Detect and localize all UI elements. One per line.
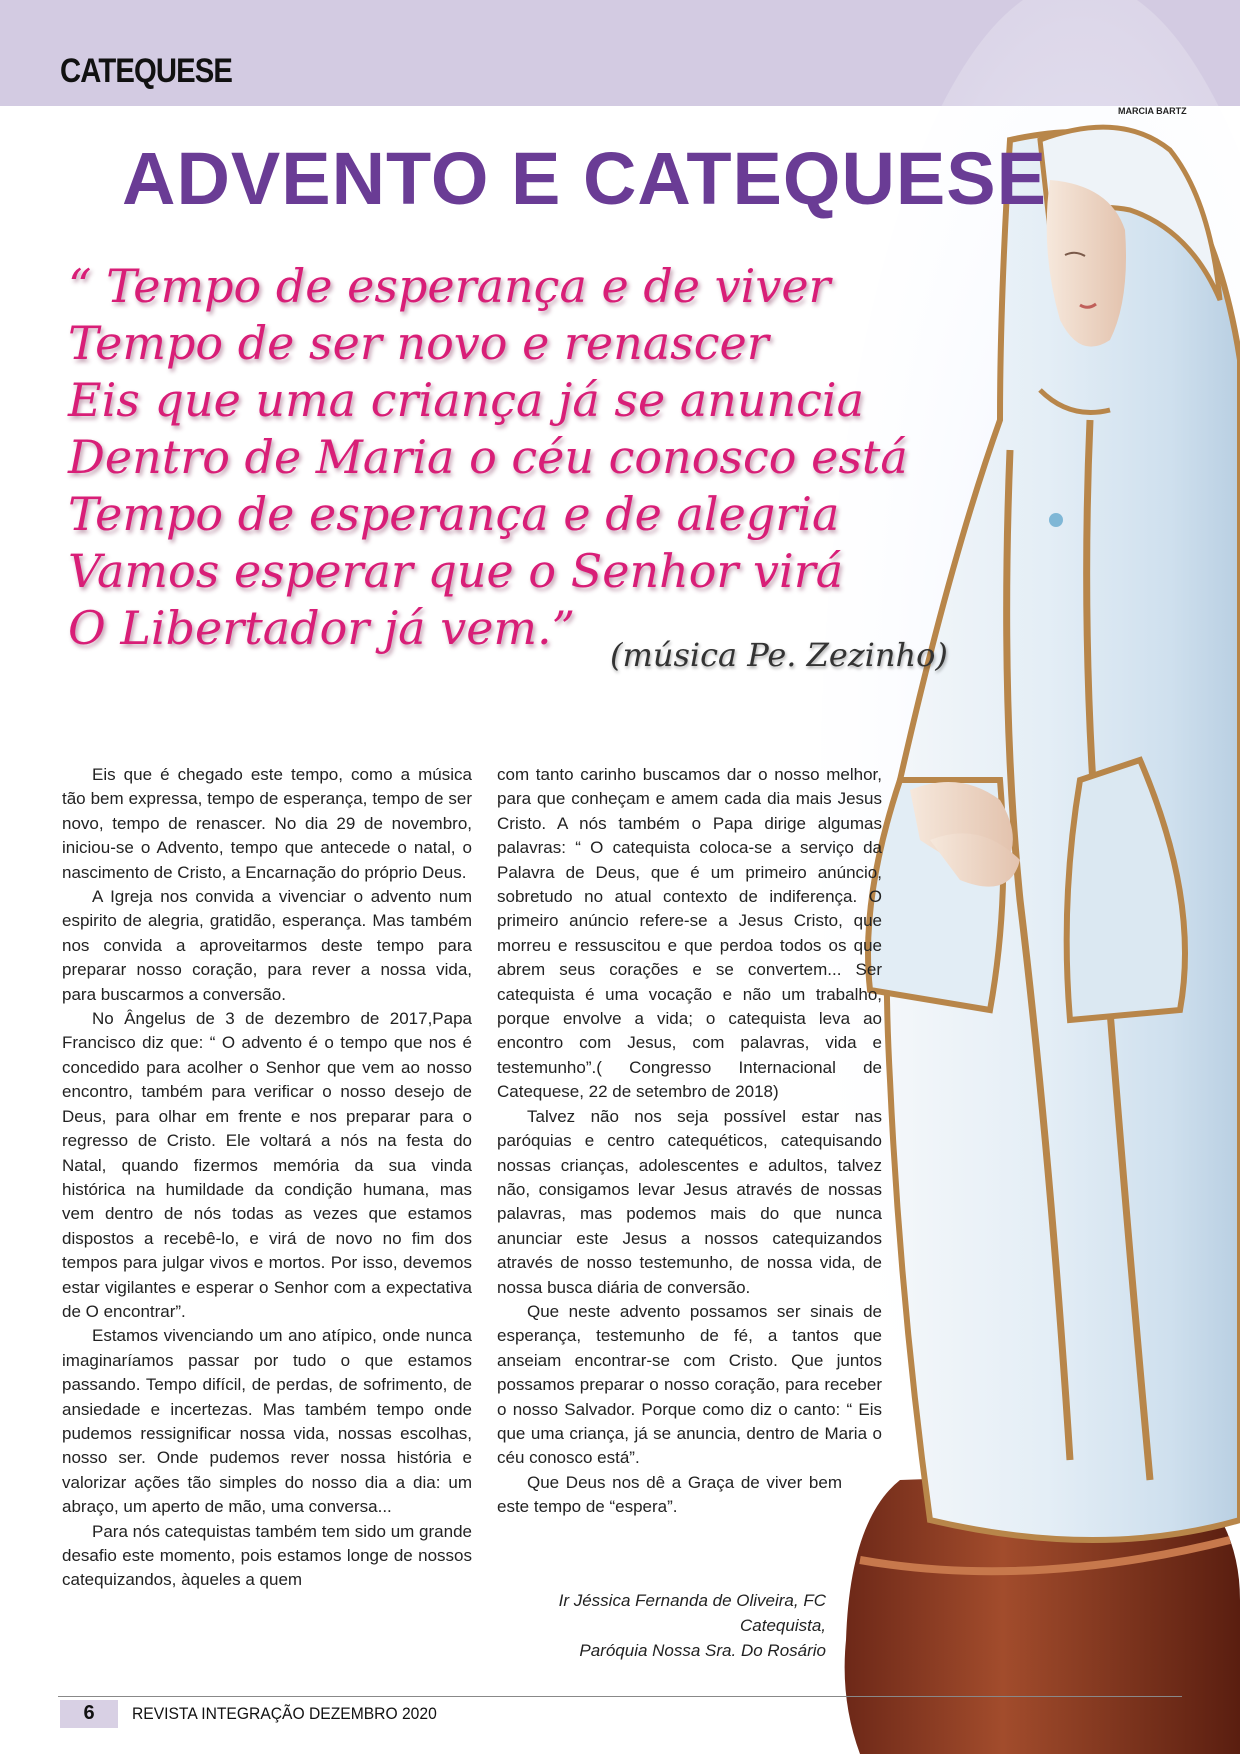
footer-divider <box>58 1696 1182 1697</box>
paragraph: Eis que é chegado este tempo, como a música tão bem expressa, tempo de esperança, tempo de ser novo, tempo de renascer. No dia 29 de novembro, iniciou-se o Advento, tempo que antecede o natal, o nascimento de Cristo, a Encarnação do próprio Deus. <box>62 765 472 882</box>
article-column-right <box>497 763 882 1520</box>
paragraph: A Igreja nos convida a vivenciar o advento num espirito de alegria, gratidão, esperança. Mas também nos convida a aproveitarmos deste tempo para preparar nosso coração, para rever a nossa vida, para buscarmos a conversão. <box>62 887 472 1004</box>
page-number: 6 <box>83 1702 95 1724</box>
author-role: Catequista, <box>740 1616 826 1635</box>
poem-line: Vamos esperar que o Senhor virá <box>68 544 844 598</box>
poem-line: Tempo de ser novo e renascer <box>68 316 769 370</box>
article-column-left <box>62 763 472 1593</box>
author-parish: Paróquia Nossa Sra. Do Rosário <box>579 1641 826 1660</box>
paragraph: No Ângelus de 3 de dezembro de 2017,Papa Francisco diz que: “ O advento é o tempo que nos é concedido para acolher o Senhor que vem ao nosso encontro, também para verificar o nosso desejo de Deus, para olhar em frente e nos preparar para o regresso de Cristo. Ele voltará a nós na festa do Natal, quando fizermos memória da sua vinda histórica na humildade da condição humana, mas vem dentro de nós todas as vezes que estamos dispostos a recebê-lo, e virá de novo no fim dos tempos para julgar vivos e mortos. Por isso, devemos estar vigilantes e esperar o Senhor com a expectativa de O encontrar”. <box>62 1009 472 1321</box>
paragraph: Que neste advento possamos ser sinais de esperança, testemunho de fé, a tantos que anseiam encontrar-se com Cristo. Que juntos possamos preparar o nosso coração, para receber o nosso Salvador. Porque como diz o canto: “ Eis que uma criança, já se anuncia, dentro de Maria o céu conosco está”. <box>497 1301 882 1468</box>
section-label: CATEQUESE <box>60 52 233 90</box>
poem-line: Tempo de esperança e de alegria <box>68 487 840 541</box>
paragraph: Estamos vivenciando um ano atípico, onde nunca imaginaríamos passar por tudo o que estamos passando. Tempo difícil, de perdas, de sofrimento, de ansiedade e incertezas. Mas também tempo onde pudemos ressignificar nossa vida, nossas escolhas, nosso ser. Onde pudemos rever nossa história e valorizar ações tão simples do nosso dia a dia: um abraço, um aperto de mão, uma conversa... <box>62 1326 472 1517</box>
author-name: Ir Jéssica Fernanda de Oliveira, FC <box>558 1591 826 1610</box>
poem-line: Eis que uma criança já se anuncia <box>68 373 865 427</box>
poem-credit: (música Pe. Zezinho) <box>610 636 948 674</box>
poem-line: Dentro de Maria o céu conosco está <box>68 430 908 484</box>
author-signature <box>520 1588 826 1663</box>
poem-line: “ Tempo de esperança e de viver <box>68 259 831 313</box>
article-title: ADVENTO E CATEQUESE <box>122 137 1047 220</box>
publication-name: REVISTA INTEGRAÇÃO DEZEMBRO 2020 <box>132 1704 437 1723</box>
paragraph: Talvez não nos seja possível estar nas paróquias e centro catequéticos, catequisando nossas crianças, adolescentes e adultos, talvez não, consigamos levar Jesus através de nossas palavras, mas podemos mais do que nunca anunciar este Jesus a nossos catequizandos através de nosso testemunho, de nossa vida, de nossa busca diária de conversão. <box>497 1106 882 1297</box>
poem-line: O Libertador já vem.” <box>68 601 576 655</box>
poem <box>68 258 908 657</box>
paragraph: Para nós catequistas também tem sido um grande desafio este momento, pois estamos longe de nossos catequizandos, àqueles a quem <box>62 1521 472 1590</box>
paragraph: com tanto carinho buscamos dar o nosso melhor, para que conheçam e amem cada dia mais Jesus Cristo. A nós também o Papa dirige algumas palavras: “ O catequista coloca-se a serviço da Palavra de Deus, que é um primeiro anúncio, sobretudo no atual contexto de indiferença. O primeiro anúncio refere-se a Jesus Cristo, que morreu e ressuscitou e que perdoa todos os que abrem seus corações e se convertem... Ser catequista é uma vocação e não um trabalho, porque envolve a vida; o catequista leva ao encontro com Jesus, com palavras, vida e testemunho”.( Congresso Internacional de Catequese, 22 de setembro de 2018) <box>497 765 882 1102</box>
photo-credit: MARCIA BARTZ <box>1118 106 1187 116</box>
paragraph: Que Deus nos dê a Graça de viver bem este tempo de “espera”. <box>497 1472 842 1517</box>
